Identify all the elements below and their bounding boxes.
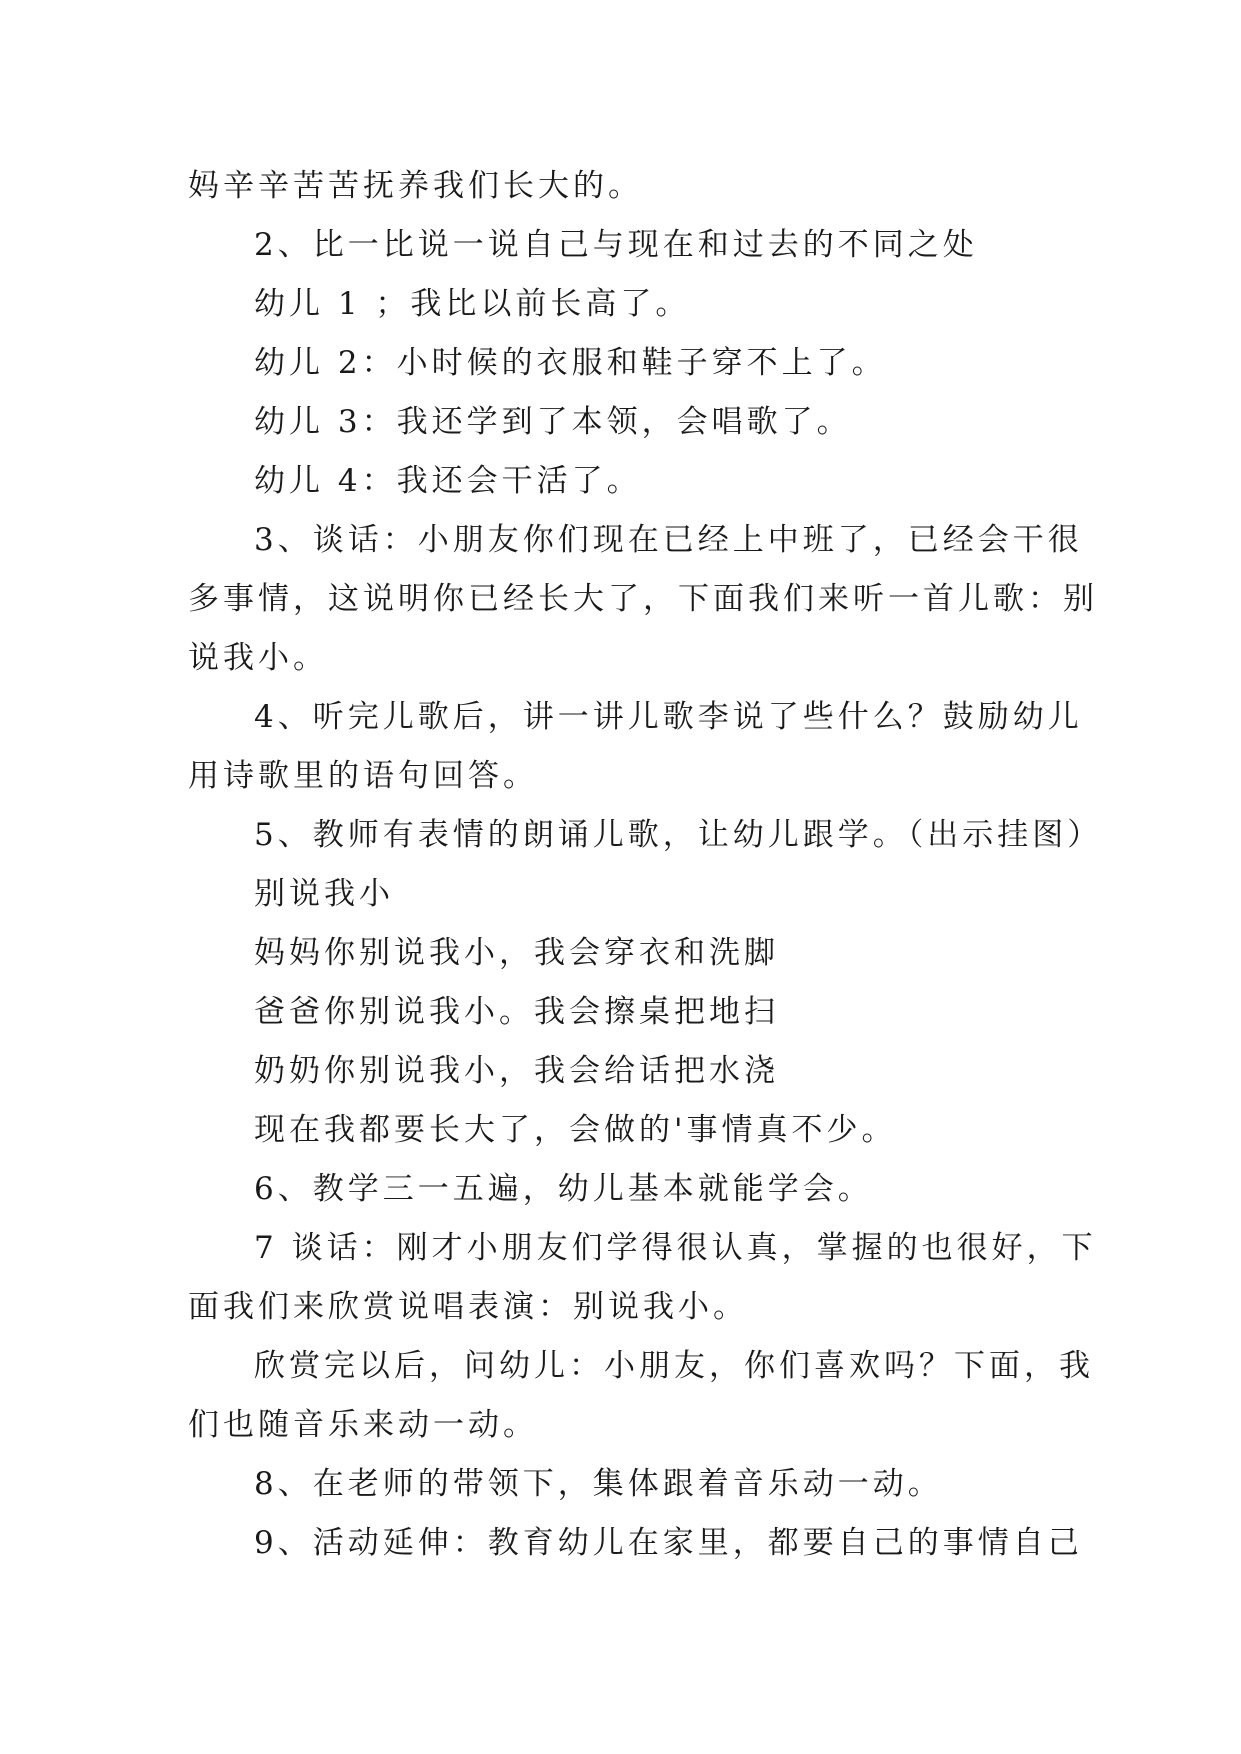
text-line: 奶奶你别说我小，我会给话把水浇 [254,1053,779,1089]
text-line: 2、比一比说一说自己与现在和过去的不同之处 [254,227,978,263]
text-line: 7 谈话：刚才小朋友们学得很认真，掌握的也很好，下 [254,1230,1097,1266]
text-line: 欣赏完以后，问幼儿：小朋友，你们喜欢吗？下面，我 [254,1348,1094,1384]
text-line: 们也随音乐来动一动。 [188,1407,538,1443]
text-line: 9、活动延伸：教育幼儿在家里，都要自己的事情自己 [254,1525,1083,1561]
text-line: 说我小。 [188,640,328,676]
text-line: 爸爸你别说我小。我会擦桌把地扫 [254,994,779,1030]
text-line: 5、教师有表情的朗诵儿歌，让幼儿跟学。（出示挂图） [254,817,1103,853]
text-line: 用诗歌里的语句回答。 [188,758,538,794]
text-line: 面我们来欣赏说唱表演：别说我小。 [188,1289,748,1325]
text-line: 妈辛辛苦苦抚养我们长大的。 [188,168,643,204]
text-line: 幼儿 3：我还学到了本领，会唱歌了。 [254,404,852,440]
text-line: 8、在老师的带领下，集体跟着音乐动一动。 [254,1466,943,1502]
text-line: 4、听完儿歌后，讲一讲儿歌李说了些什么？鼓励幼儿 [254,699,1083,735]
text-line: 现在我都要长大了，会做的'事情真不少。 [254,1112,897,1148]
text-line: 6、教学三一五遍，幼儿基本就能学会。 [254,1171,873,1207]
text-line: 3、谈话：小朋友你们现在已经上中班了，已经会干很 [254,522,1083,558]
text-line: 幼儿 4：我还会干活了。 [254,463,642,499]
text-line: 多事情，这说明你已经长大了，下面我们来听一首儿歌：别 [188,581,1098,617]
text-line: 别说我小 [254,876,394,912]
text-line: 幼儿 1 ；我比以前长高了。 [254,286,691,322]
text-line: 幼儿 2：小时候的衣服和鞋子穿不上了。 [254,345,887,381]
text-line: 妈妈你别说我小，我会穿衣和洗脚 [254,935,779,971]
